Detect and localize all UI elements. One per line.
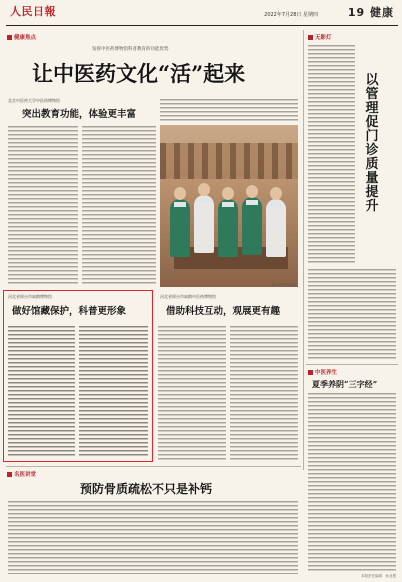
article-body-col1 — [8, 125, 78, 285]
bottom-article-body — [8, 500, 298, 574]
photo-caption: 图片由受访者提供 — [271, 283, 296, 287]
photo-children-museum — [160, 125, 298, 287]
sub3-body-col1 — [158, 325, 226, 461]
section-label-famous-doctor: 名医讲堂 — [7, 470, 36, 478]
sub1-kicker: 北京中医药大学中医药博物馆 — [8, 98, 60, 103]
sub2-kicker: 河北省邢台市扁鹊博物馆 — [8, 294, 52, 299]
sub3-body-col2 — [230, 325, 298, 461]
right-article-body — [308, 44, 355, 264]
section-label-shadowless-lamp: 无影灯 — [308, 33, 332, 41]
section-divider — [6, 466, 301, 467]
right-divider — [306, 364, 398, 365]
masthead — [6, 3, 398, 26]
bottom-title: 预防骨质疏松不只是补钙 — [80, 482, 213, 496]
article-body-top-right — [160, 98, 298, 122]
sub1-title: 突出教育功能，体验更丰富 — [22, 109, 137, 120]
right-article-body-lower — [308, 268, 396, 360]
section-label-tcm-wellness: 中医养生 — [308, 368, 337, 376]
vertical-title: 以 管 理 促 门 诊 质 量 提 升 — [365, 73, 379, 214]
tcm-article-body — [308, 392, 396, 572]
column-divider — [303, 30, 304, 470]
page-number-and-name — [348, 4, 394, 20]
section2-title: 夏季养阴“三字经” — [312, 379, 378, 389]
issue-date: 2022年7月28日 星期四 — [264, 12, 318, 18]
article-body-col2 — [82, 125, 156, 285]
sub2-body-col2 — [79, 325, 148, 457]
page-name: 健康 — [370, 6, 394, 19]
sub3-kicker: 河北省邢台市扁鹊中医药博物馆 — [160, 294, 216, 299]
main-kicker: 发挥中医药博物馆科普教育的功能优势 — [92, 47, 169, 52]
footer-editor-note: 本版责任编辑：孙亚慧 — [361, 574, 396, 578]
newspaper-logo: 人民日報 — [10, 5, 56, 18]
sub2-title: 做好馆藏保护，科普更形象 — [12, 306, 127, 317]
sub3-title: 借助科技互动，观展更有趣 — [166, 306, 281, 317]
main-title: 让中医药文化“活”起来 — [32, 61, 246, 86]
section-label-health-focus: 健康焦点 — [7, 33, 36, 41]
sub2-body-col1 — [8, 325, 75, 457]
page-number: 19 — [347, 6, 366, 19]
